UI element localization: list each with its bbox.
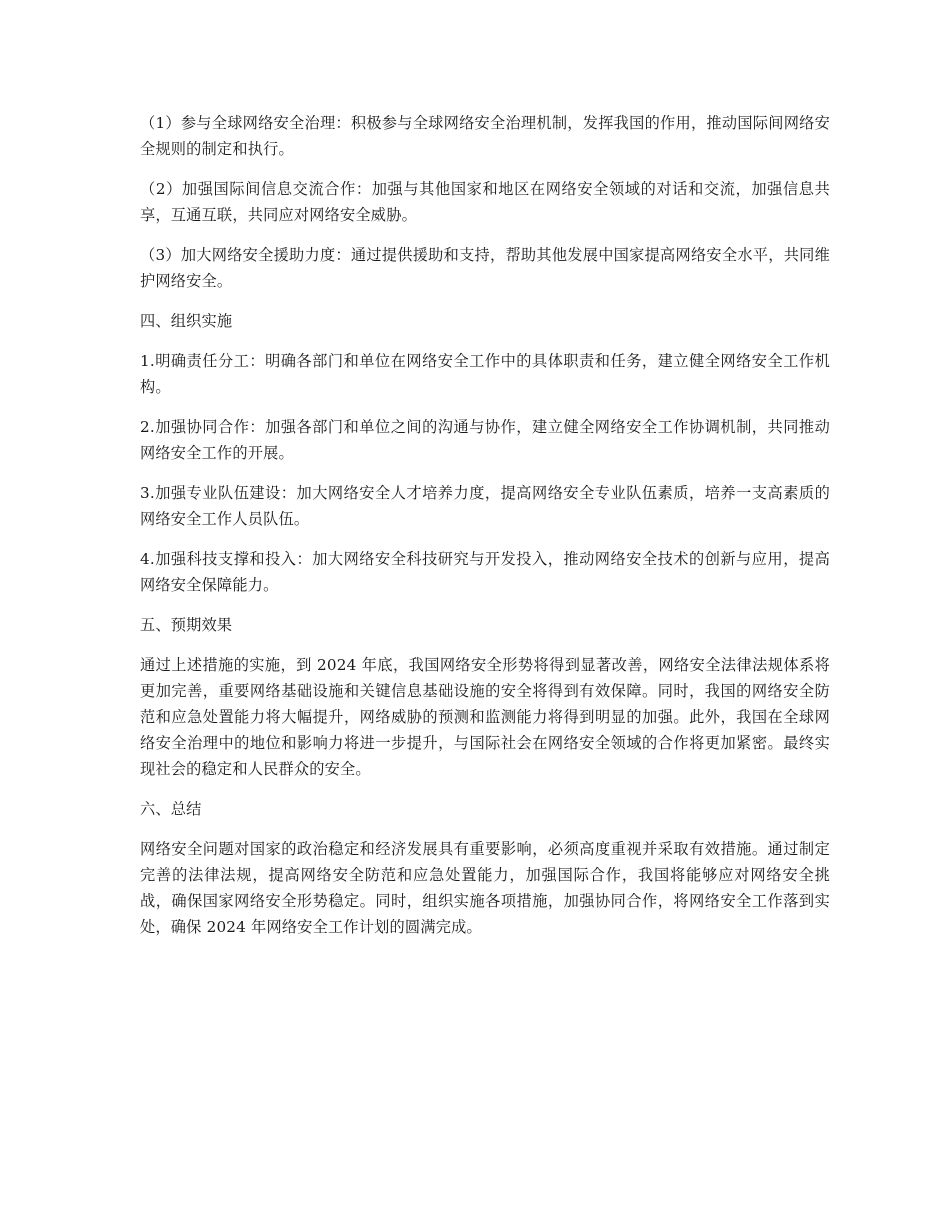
paragraph-expected-results: 通过上述措施的实施，到 2024 年底，我国网络安全形势将得到显著改善，网络安全法律法规体系将更加完善，重要网络基础设施和关键信息基础设施的安全将得到有效保障。同时，我国的网络安全防范和应急处置能力将大幅提升，网络威胁的预测和监测能力将得到明显的加强。此外，我国在全球网络安全治理中的地位和影响力将进一步提升，与国际社会在网络安全领域的合作将更加紧密。最终实现社会的稳定和人民群众的安全。 — [140, 656, 830, 778]
section-heading-summary: 六、总结 — [140, 800, 202, 818]
section-heading-implementation: 四、组织实施 — [140, 312, 233, 330]
paragraph-tech-support: 4.加强科技支撑和投入：加大网络安全科技研究与开发投入，推动网络安全技术的创新与应用，提高网络安全保障能力。 — [140, 550, 830, 594]
paragraph-team-building: 3.加强专业队伍建设：加大网络安全人才培养力度，提高网络安全专业队伍素质，培养一支高素质的网络安全工作人员队伍。 — [140, 484, 830, 528]
paragraph-info-exchange: （2）加强国际间信息交流合作：加强与其他国家和地区在网络安全领域的对话和交流，加强信息共享，互通互联，共同应对网络安全威胁。 — [140, 180, 830, 224]
paragraph-security-aid: （3）加大网络安全援助力度：通过提供援助和支持，帮助其他发展中国家提高网络安全水平，共同维护网络安全。 — [140, 246, 830, 290]
paragraph-coordination: 2.加强协同合作：加强各部门和单位之间的沟通与协作，建立健全网络安全工作协调机制，共同推动网络安全工作的开展。 — [140, 418, 830, 462]
document-page — [140, 110, 830, 954]
paragraph-global-governance: （1）参与全球网络安全治理：积极参与全球网络安全治理机制，发挥我国的作用，推动国际间网络安全规则的制定和执行。 — [140, 114, 830, 158]
paragraph-summary: 网络安全问题对国家的政治稳定和经济发展具有重要影响，必须高度重视并采取有效措施。通过制定完善的法律法规，提高网络安全防范和应急处置能力，加强国际合作，我国将能够应对网络安全挑战，确保国家网络安全形势稳定。同时，组织实施各项措施，加强协同合作，将网络安全工作落到实处，确保 2024 年网络安全工作计划的圆满完成。 — [140, 840, 830, 936]
section-heading-expected-results: 五、预期效果 — [140, 616, 233, 634]
paragraph-responsibility: 1.明确责任分工：明确各部门和单位在网络安全工作中的具体职责和任务，建立健全网络安全工作机构。 — [140, 352, 830, 396]
